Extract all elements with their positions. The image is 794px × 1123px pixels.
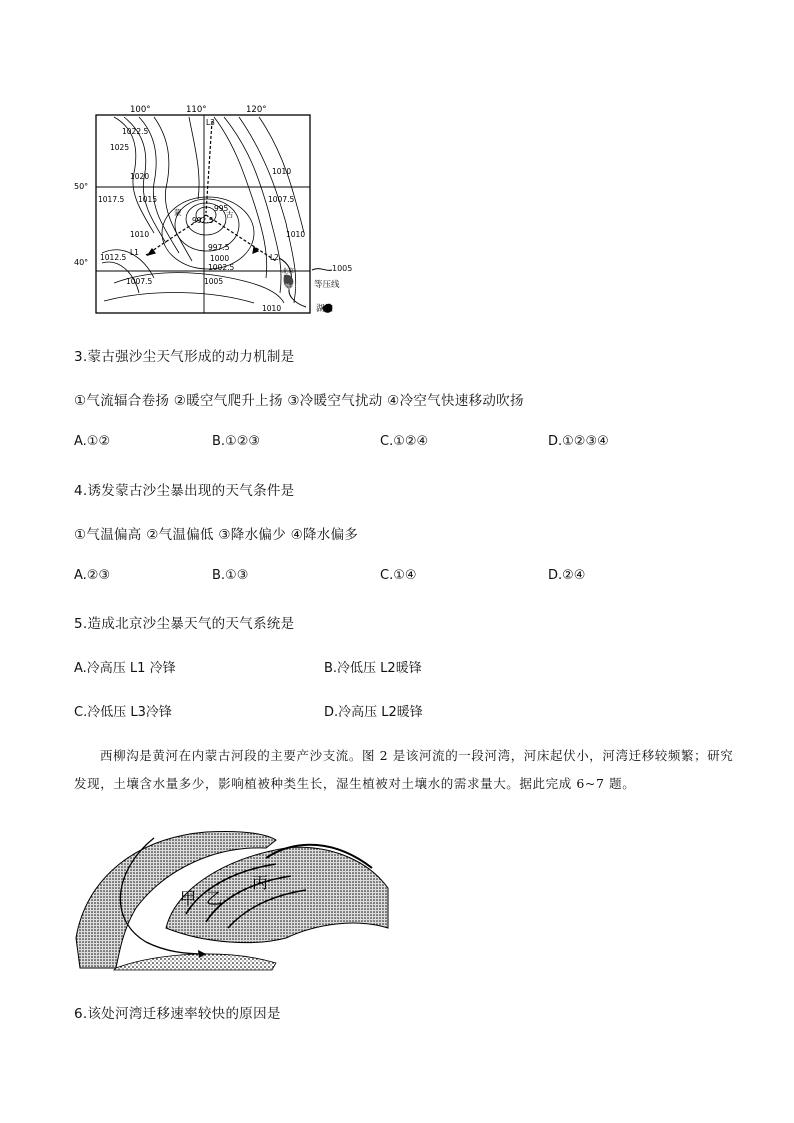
isobar-label: 1010 xyxy=(262,304,282,313)
q3-option-c[interactable]: C.①②④ xyxy=(380,434,429,449)
river-label-jia: 甲 xyxy=(180,889,197,908)
isobar-label: 1020 xyxy=(130,172,150,181)
isobar-label: 1010 xyxy=(272,167,292,176)
q3-options xyxy=(0,434,794,454)
map-legend xyxy=(312,262,368,318)
river-label-yi: 乙 xyxy=(206,889,223,908)
legend-lake: 湖泊 xyxy=(316,304,334,314)
lat-label: 50° xyxy=(74,182,89,191)
isobar-label: 1025 xyxy=(110,143,130,152)
lon-label: 100° xyxy=(130,105,151,115)
lon-label: 120° xyxy=(246,105,267,115)
isobar-label: 1017.5 xyxy=(98,195,125,204)
q5-option-c[interactable]: C.冷低压 L3冷锋 xyxy=(74,705,172,720)
q3-option-a[interactable]: A.①② xyxy=(74,434,111,449)
isobar-label: 997.5 xyxy=(208,243,230,252)
isobar-label: 1007.5 xyxy=(268,195,295,204)
isobar-label: 1010 xyxy=(130,230,150,239)
q3-stem: 3.蒙古强沙尘天气形成的动力机制是 xyxy=(74,349,295,365)
place-label: 渤海 xyxy=(284,284,297,291)
q5-option-a[interactable]: A.冷高压 L1 冷锋 xyxy=(74,661,176,676)
q5-option-b[interactable]: B.冷低压 L2暖锋 xyxy=(324,661,422,676)
q5-options-row1 xyxy=(0,657,794,677)
q4-options xyxy=(0,568,794,588)
place-label: 北京 xyxy=(282,268,295,275)
front-label: L2 xyxy=(270,253,279,262)
legend-isobar-value: 1005 xyxy=(332,264,353,273)
q4-option-b[interactable]: B.①③ xyxy=(212,568,249,583)
isobar-label: 1012.5 xyxy=(100,253,127,262)
q4-option-a[interactable]: A.②③ xyxy=(74,568,111,583)
place-label: 蒙 xyxy=(174,208,182,217)
q4-option-c[interactable]: C.①④ xyxy=(380,568,417,583)
lon-label: 110° xyxy=(186,105,207,115)
isobar-label: 1022.5 xyxy=(122,127,149,136)
river-label-bing: 丙 xyxy=(252,873,269,892)
isobar-label: 1015 xyxy=(138,195,158,204)
q4-items: ①气温偏高 ②气温偏低 ③降水偏少 ④降水偏多 xyxy=(74,527,359,543)
legend-isobar: 等压线 xyxy=(314,280,340,290)
q6-stem: 6.该处河湾迁移速率较快的原因是 xyxy=(74,1006,281,1022)
q3-option-b[interactable]: B.①②③ xyxy=(212,434,261,449)
isobar-label: 1005 xyxy=(204,277,224,286)
q5-stem: 5.造成北京沙尘暴天气的天气系统是 xyxy=(74,616,295,632)
isobar-label: 992.5 xyxy=(192,216,214,225)
q5-options-row2 xyxy=(0,701,794,721)
lat-label: 40° xyxy=(74,258,89,267)
isobar-label: 1002.5 xyxy=(208,263,235,272)
isobar-map xyxy=(74,103,312,315)
q5-option-d[interactable]: D.冷高压 L2暖锋 xyxy=(324,705,423,720)
isobar-label: 1007.5 xyxy=(126,277,153,286)
front-label: L1 xyxy=(130,248,139,257)
front-label: L3 xyxy=(206,118,215,127)
q4-stem: 4.诱发蒙古沙尘暴出现的天气条件是 xyxy=(74,483,295,499)
river-meander-figure xyxy=(76,818,392,970)
q3-option-d[interactable]: D.①②③④ xyxy=(548,434,609,449)
q4-option-d[interactable]: D.②④ xyxy=(548,568,586,583)
isobar-label: 1000 xyxy=(210,254,230,263)
isobar-label: 1010 xyxy=(286,230,306,239)
passage-text: 西柳沟是黄河在内蒙古河段的主要产沙支流。图 2 是该河流的一段河湾，河床起伏小，河湾迁移较频繁；研究发现，土壤含水量多少，影响植被种类生长，湿生植被对土壤水的需求量大。据此完成 6~7 题。 xyxy=(74,748,734,791)
q3-items: ①气流辐合卷扬 ②暖空气爬升上扬 ③冷暖空气扰动 ④冷空气快速移动吹扬 xyxy=(74,393,524,409)
place-label: 古 xyxy=(226,210,234,219)
isobar-label: 995 xyxy=(214,204,229,213)
